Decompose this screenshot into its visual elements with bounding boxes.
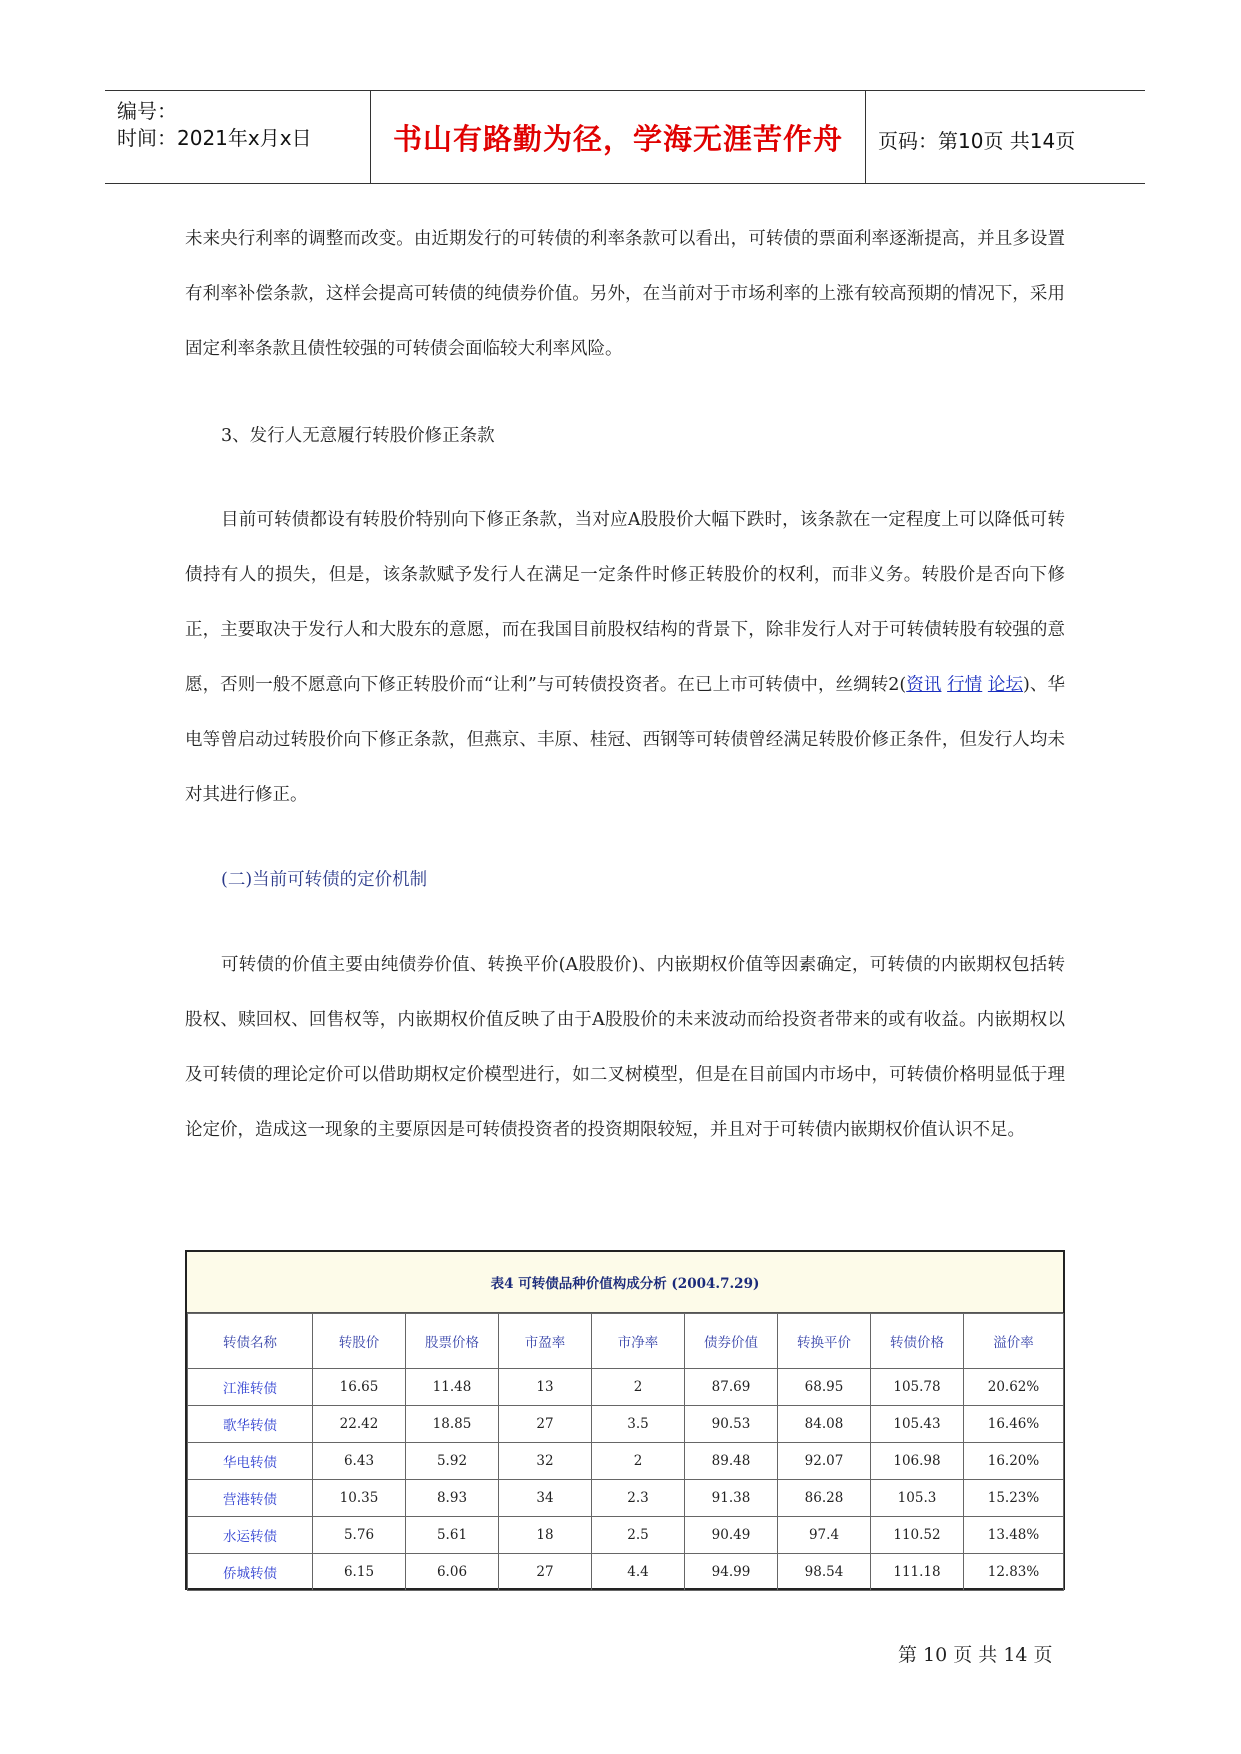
table-cell: 87.69: [685, 1369, 778, 1406]
document-number-label: 编号：: [117, 99, 177, 123]
table-cell: 68.95: [778, 1369, 871, 1406]
table-cell: 5.92: [406, 1443, 499, 1480]
bond-name-link[interactable]: 江淮转债: [188, 1369, 313, 1406]
paragraph-text-part: )、华电等曾启动过转股价向下修正条款，但燕京、丰原、桂冠、西钢等可转债曾经满足转股价修正条件，但发行人均未对其进行修正。: [185, 675, 1065, 805]
paragraph-text-part: 目前可转债都设有转股价特别向下修正条款，当对应A股股价大幅下跌时，该条款在一定程度上可以降低可转债持有人的损失，但是，该条款赋予发行人在满足一定条件时修正转股价的权利，而非义务。转股价是否向下修正，主要取决于发行人和大股东的意愿，而在我国目前股权结构的背景下，除非发行人对于可转债转股有较强的意愿，否则一般不愿意向下修正转股价而“让利”与可转债投资者。在已上市可转债中，丝绸转2(: [185, 510, 1065, 695]
table-cell: 6.43: [313, 1443, 406, 1480]
column-header: 市净率: [592, 1314, 685, 1369]
document-time-label: 时间：2021年x月x日: [117, 126, 312, 150]
bond-name-link[interactable]: 水运转债: [188, 1517, 313, 1554]
paragraph-pricing-mechanism: [185, 938, 1065, 1158]
table-cell: 105.43: [871, 1406, 964, 1443]
footer-page-number: 第 10 页 共 14 页: [898, 1644, 1053, 1666]
paragraph-text: 可转债的价值主要由纯债券价值、转换平价(A股股价)、内嵌期权价值等因素确定，可转债的内嵌期权包括转股权、赎回权、回售权等，内嵌期权价值反映了由于A股股价的未来波动而给投资者带来的或有收益。内嵌期权以及可转债的理论定价可以借助期权定价模型进行，如二叉树模型，但是在目前国内市场中，可转债价格明显低于理论定价，造成这一现象的主要原因是可转债投资者的投资期限较短，并且对于可转债内嵌期权价值认识不足。: [185, 955, 1065, 1140]
table-cell: 2: [592, 1443, 685, 1480]
table-cell: 98.54: [778, 1554, 871, 1591]
table-cell: 8.93: [406, 1480, 499, 1517]
table-cell: 10.35: [313, 1480, 406, 1517]
link-quotes[interactable]: 行情: [947, 675, 983, 695]
column-header: 市盈率: [499, 1314, 592, 1369]
table-cell: 13.48%: [964, 1517, 1064, 1554]
table-caption: 表4 可转债品种价值构成分析 (2004.7.29): [187, 1252, 1063, 1313]
table-cell: 3.5: [592, 1406, 685, 1443]
table-cell: 18.85: [406, 1406, 499, 1443]
table-cell: 97.4: [778, 1517, 871, 1554]
column-header: 转换平价: [778, 1314, 871, 1369]
bond-name-link[interactable]: 歌华转债: [188, 1406, 313, 1443]
table-cell: 27: [499, 1554, 592, 1591]
column-header: 转股价: [313, 1314, 406, 1369]
table-cell: 2: [592, 1369, 685, 1406]
table-cell: 32: [499, 1443, 592, 1480]
table-cell: 16.65: [313, 1369, 406, 1406]
table-cell: 106.98: [871, 1443, 964, 1480]
table-cell: 110.52: [871, 1517, 964, 1554]
table-cell: 105.3: [871, 1480, 964, 1517]
bond-name-link[interactable]: 华电转债: [188, 1443, 313, 1480]
table-cell: 91.38: [685, 1480, 778, 1517]
table-row: [188, 1443, 1064, 1480]
column-header: 转债名称: [188, 1314, 313, 1369]
table-cell: 5.76: [313, 1517, 406, 1554]
header-page-number: 页码：第10页 共14页: [878, 129, 1076, 153]
table-cell: 86.28: [778, 1480, 871, 1517]
paragraph-text: 未来央行利率的调整而改变。由近期发行的可转债的利率条款可以看出，可转债的票面利率逐渐提高，并且多设置有利率补偿条款，这样会提高可转债的纯债券价值。另外，在当前对于市场利率的上涨有较高预期的情况下，采用固定利率条款且债性较强的可转债会面临较大利率风险。: [185, 229, 1065, 359]
header-motto: 书山有路勤为径，学海无涯苦作舟: [392, 122, 843, 156]
column-header: 转债价格: [871, 1314, 964, 1369]
table-cell: 15.23%: [964, 1480, 1064, 1517]
convertible-bond-table: [185, 1250, 1065, 1590]
table-cell: 111.18: [871, 1554, 964, 1591]
table-cell: 27: [499, 1406, 592, 1443]
page-header: [105, 90, 1145, 184]
table-cell: 90.49: [685, 1517, 778, 1554]
header-motto-cell: [371, 91, 866, 183]
table-cell: 5.61: [406, 1517, 499, 1554]
column-header: 溢价率: [964, 1314, 1064, 1369]
table-row: [188, 1369, 1064, 1406]
table-cell: 2.3: [592, 1480, 685, 1517]
table-row: [188, 1406, 1064, 1443]
paragraph-conversion-price: [185, 493, 1065, 823]
table-cell: 105.78: [871, 1369, 964, 1406]
header-page-cell: [866, 91, 1145, 183]
bond-name-link[interactable]: 侨城转债: [188, 1554, 313, 1591]
column-header: 债券价值: [685, 1314, 778, 1369]
table-cell: 92.07: [778, 1443, 871, 1480]
table-cell: 84.08: [778, 1406, 871, 1443]
column-header: 股票价格: [406, 1314, 499, 1369]
table-cell: 2.5: [592, 1517, 685, 1554]
table-row: [188, 1517, 1064, 1554]
table-cell: 16.46%: [964, 1406, 1064, 1443]
paragraph-interest-rate: [185, 212, 1065, 377]
table-cell: 6.15: [313, 1554, 406, 1591]
table-cell: 94.99: [685, 1554, 778, 1591]
table-cell: 13: [499, 1369, 592, 1406]
table-cell: 11.48: [406, 1369, 499, 1406]
table-header-row: [188, 1314, 1064, 1369]
section-heading-3: 3、发行人无意履行转股价修正条款: [221, 426, 495, 446]
link-news[interactable]: 资讯: [906, 675, 942, 695]
link-forum[interactable]: 论坛: [987, 675, 1024, 695]
section-heading-pricing: (二)当前可转债的定价机制: [221, 870, 428, 890]
header-meta-cell: [105, 91, 371, 183]
table-cell: 22.42: [313, 1406, 406, 1443]
table-cell: 90.53: [685, 1406, 778, 1443]
table-grid: [187, 1313, 1064, 1591]
table-row: [188, 1554, 1064, 1591]
table-cell: 6.06: [406, 1554, 499, 1591]
table-cell: 12.83%: [964, 1554, 1064, 1591]
table-cell: 34: [499, 1480, 592, 1517]
table-cell: 16.20%: [964, 1443, 1064, 1480]
bond-name-link[interactable]: 营港转债: [188, 1480, 313, 1517]
table-cell: 20.62%: [964, 1369, 1064, 1406]
paragraph-text: [185, 493, 1065, 823]
table-cell: 18: [499, 1517, 592, 1554]
table-cell: 4.4: [592, 1554, 685, 1591]
table-row: [188, 1480, 1064, 1517]
table-cell: 89.48: [685, 1443, 778, 1480]
